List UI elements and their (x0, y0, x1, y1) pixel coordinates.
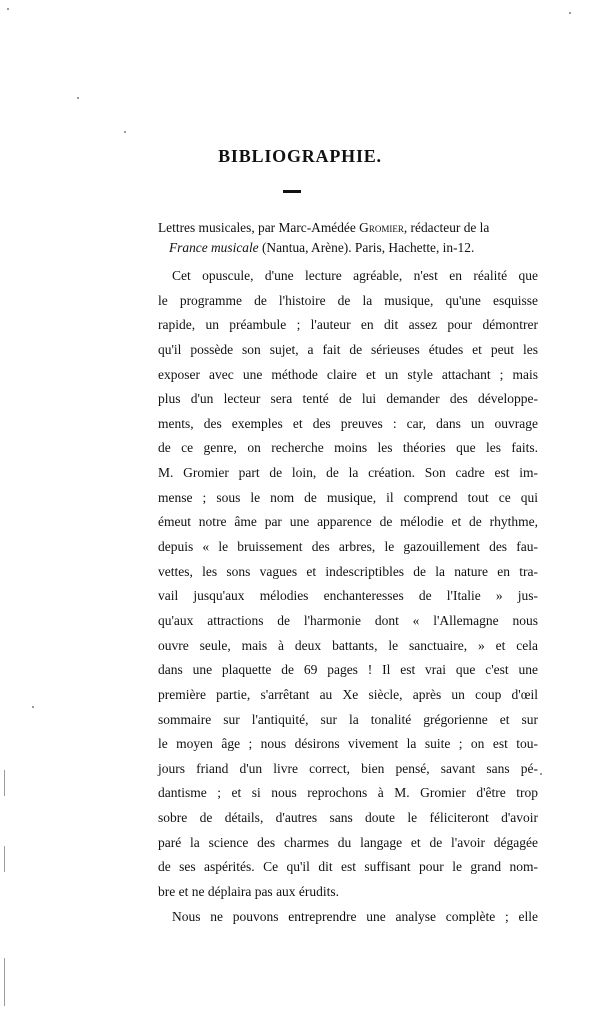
paragraph-1-line: qu'aux attractions de l'harmonie dont « l'Allemagne nous (158, 612, 538, 628)
author-name: Gromier (359, 220, 404, 235)
scan-speck (124, 131, 126, 133)
paragraph-1-line: première partie, s'arrêtant au Xe siècle, après un coup d'œil (158, 686, 538, 702)
binding-edge-line (4, 958, 5, 1006)
author-role: , rédacteur de la (403, 220, 490, 235)
review-title-text: Lettres musicales, par Marc-Amédée (158, 220, 360, 235)
paragraph-1-line: sommaire sur l'antiquité, sur la tonalité grégorienne et sur (158, 711, 538, 727)
paragraph-1-line: paré la science des charmes du langage et de l'avoir dégagée (158, 834, 538, 850)
paragraph-1-line: ouvre seule, mais à deux battants, le sanctuaire, » et cela (158, 637, 538, 653)
page-title: BIBLIOGRAPHIE. (218, 146, 382, 166)
paragraph-1-line: de ses aspérités. Ce qu'il dit est suffisant pour le grand nom- (158, 859, 538, 875)
body-text (158, 264, 538, 929)
paragraph-1-line: rapide, un préambule ; l'auteur en dit assez pour démontrer (158, 317, 538, 333)
paragraph-1-line: dantisme ; et si nous reprochons à M. Gromier d'être trop (158, 785, 538, 801)
scan-speck (7, 8, 9, 10)
scan-speck (540, 773, 542, 775)
scan-speck (77, 97, 79, 99)
paragraph-1-line: jours friand d'un livre correct, bien pensé, savant sans pé- (158, 760, 538, 776)
paragraph-1-line: Cet opuscule, d'une lecture agréable, n'est en réalité que (172, 268, 538, 283)
paragraph-1-line: M. Gromier part de loin, de la création. Son cadre est im- (158, 465, 538, 481)
publication-name: France musicale (169, 240, 259, 255)
paragraph-1-line: de ce genre, on recherche moins les théories que les faits. (158, 440, 538, 456)
binding-edge-line (4, 770, 5, 796)
publication-details: (Nantua, Arène). Paris, Hachette, in-12. (258, 240, 475, 255)
binding-edge-line (4, 846, 5, 872)
paragraph-2-line: Nous ne pouvons entreprendre une analyse complète ; elle (172, 908, 538, 924)
paragraph-1-line: le programme de l'histoire de la musique, qu'une esquisse (158, 292, 538, 308)
paragraph-1-line: vettes, les sons vagues et indescriptibles de la nature en tra- (158, 563, 538, 579)
paragraph-1-line: émeut notre âme par une apparence de mélodie et de rhythme, (158, 514, 538, 530)
review-heading-line-1 (158, 218, 538, 238)
paragraph-1-line: exposer avec une méthode claire et un style attachant ; mais (158, 366, 538, 382)
paragraph-1-line: mense ; sous le nom de musique, il comprend tout ce qui (158, 489, 538, 505)
paragraph-1-line: ments, des exemples et des preuves : car, dans un ouvrage (158, 415, 538, 431)
scan-speck (32, 706, 34, 708)
paragraph-1-line: qu'il possède son sujet, a fait de sérieuses études et peut les (158, 341, 538, 357)
paragraph-1-line: sobre de détails, d'autres sans doute le féliciteront d'avoir (158, 810, 538, 826)
paragraph-1-line: le moyen âge ; nous désirons vivement la suite ; on est tou- (158, 736, 538, 752)
paragraph-1-line: dans une plaquette de 69 pages ! Il est vrai que c'est une (158, 662, 538, 678)
paragraph-1-line: plus d'un lecteur sera tenté de lui demander des développe- (158, 391, 538, 407)
title-rule (283, 190, 301, 193)
paragraph-1-line: vail jusqu'aux mélodies enchanteresses de l'Italie » jus- (158, 588, 538, 604)
paragraph-1-line: depuis « le bruissement des arbres, le gazouillement des fau- (158, 539, 538, 555)
scan-speck (569, 12, 571, 14)
review-heading-line-2 (158, 238, 538, 258)
paragraph-1-line: bre et ne déplaira pas aux érudits. (158, 884, 340, 900)
review-heading (158, 218, 538, 258)
